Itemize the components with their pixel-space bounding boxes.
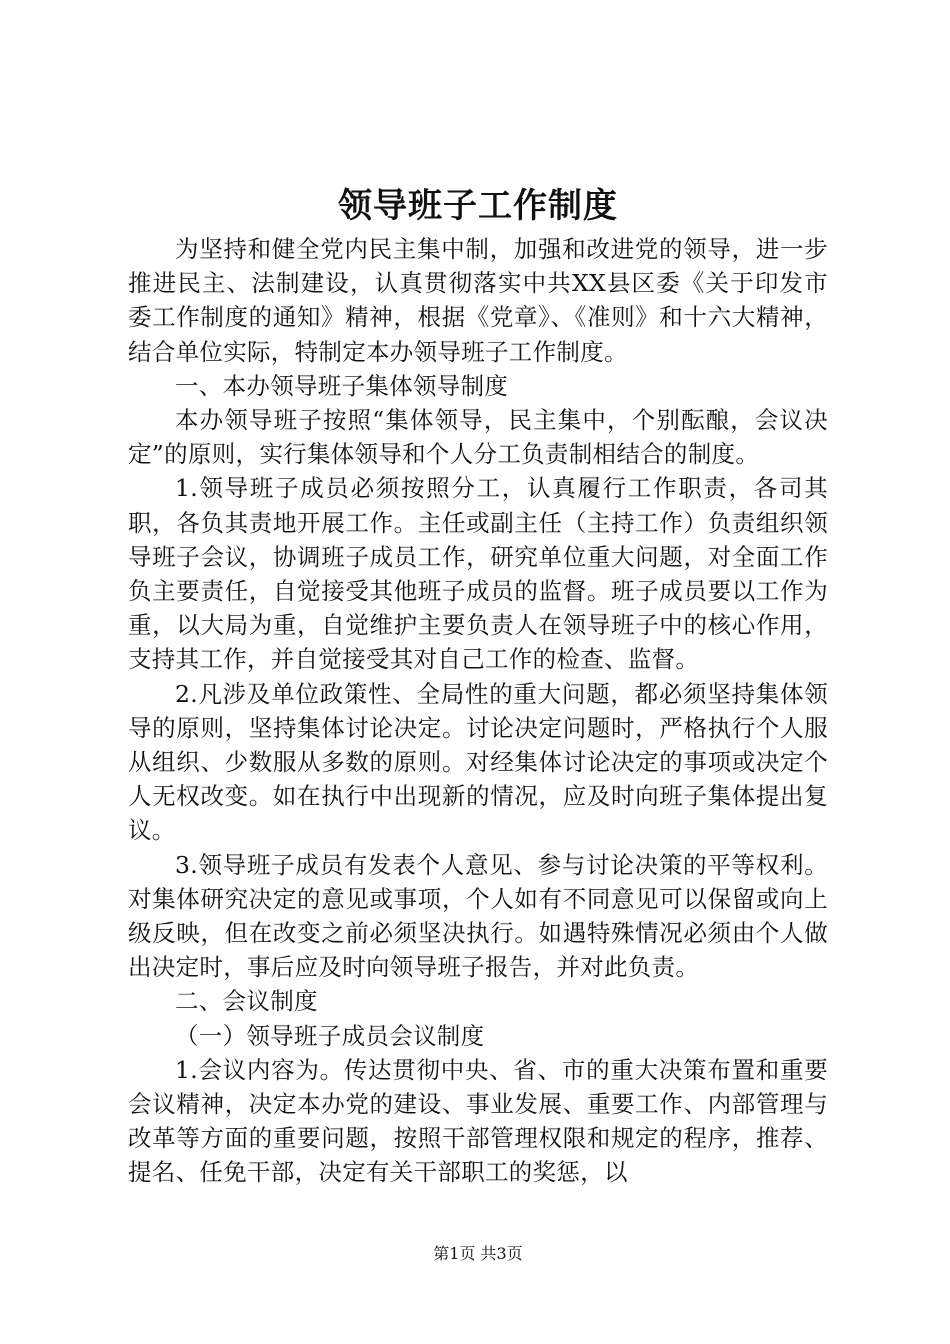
page-footer: 第1页 共3页 bbox=[433, 1244, 523, 1263]
document-body bbox=[128, 232, 828, 1190]
section-heading-1: 一、本办领导班子集体领导制度 bbox=[175, 371, 509, 400]
body-paragraph: 2.凡涉及单位政策性、全局性的重大问题，都必须坚持集体领导的原则，坚持集体讨论决定。讨论决定问题时，严格执行个人服从组织、少数服从多数的原则。对经集体讨论决定的事项或决定个人无权改变。如在执行中出现新的情况，应及时向班子集体提出复议。 bbox=[128, 679, 828, 845]
body-paragraph: 1.领导班子成员必须按照分工，认真履行工作职责，各司其职，各负其责地开展工作。主任或副主任（主持工作）负责组织领导班子会议，协调班子成员工作，研究单位重大问题，对全面工作负主要责任，自觉接受其他班子成员的监督。班子成员要以工作为重，以大局为重，自觉维护主要负责人在领导班子中的核心作用，支持其工作，并自觉接受其对自己工作的检查、监督。 bbox=[128, 474, 828, 674]
body-paragraph: 1.会议内容为。传达贯彻中央、省、市的重大决策布置和重要会议精神，决定本办党的建设、事业发展、重要工作、内部管理与改革等方面的重要问题，按照干部管理权限和规定的程序，推荐、提名、任免干部，决定有关干部职工的奖惩，以 bbox=[128, 1055, 828, 1187]
subsection-heading: （一）领导班子成员会议制度 bbox=[175, 1021, 485, 1050]
intro-paragraph: 为坚持和健全党内民主集中制，加强和改进党的领导，进一步推进民主、法制建设，认真贯彻落实中共XX县区委《关于印发市委工作制度的通知》精神，根据《党章》、《准则》和十六大精神，结合单位实际，特制定本办领导班子工作制度。 bbox=[128, 235, 828, 366]
document-title: 领导班子工作制度 bbox=[338, 186, 618, 226]
document-page bbox=[128, 0, 828, 1344]
body-paragraph: 3.领导班子成员有发表个人意见、参与讨论决策的平等权利。对集体研究决定的意见或事项，个人如有不同意见可以保留或向上级反映，但在改变之前必须坚决执行。如遇特殊情况必须由个人做出决定时，事后应及时向领导班子报告，并对此负责。 bbox=[128, 850, 828, 982]
body-paragraph: 本办领导班子按照“集体领导，民主集中，个别酝酿，会议决定”的原则，实行集体领导和个人分工负责制相结合的制度。 bbox=[128, 406, 828, 469]
section-heading-2: 二、会议制度 bbox=[175, 987, 318, 1016]
